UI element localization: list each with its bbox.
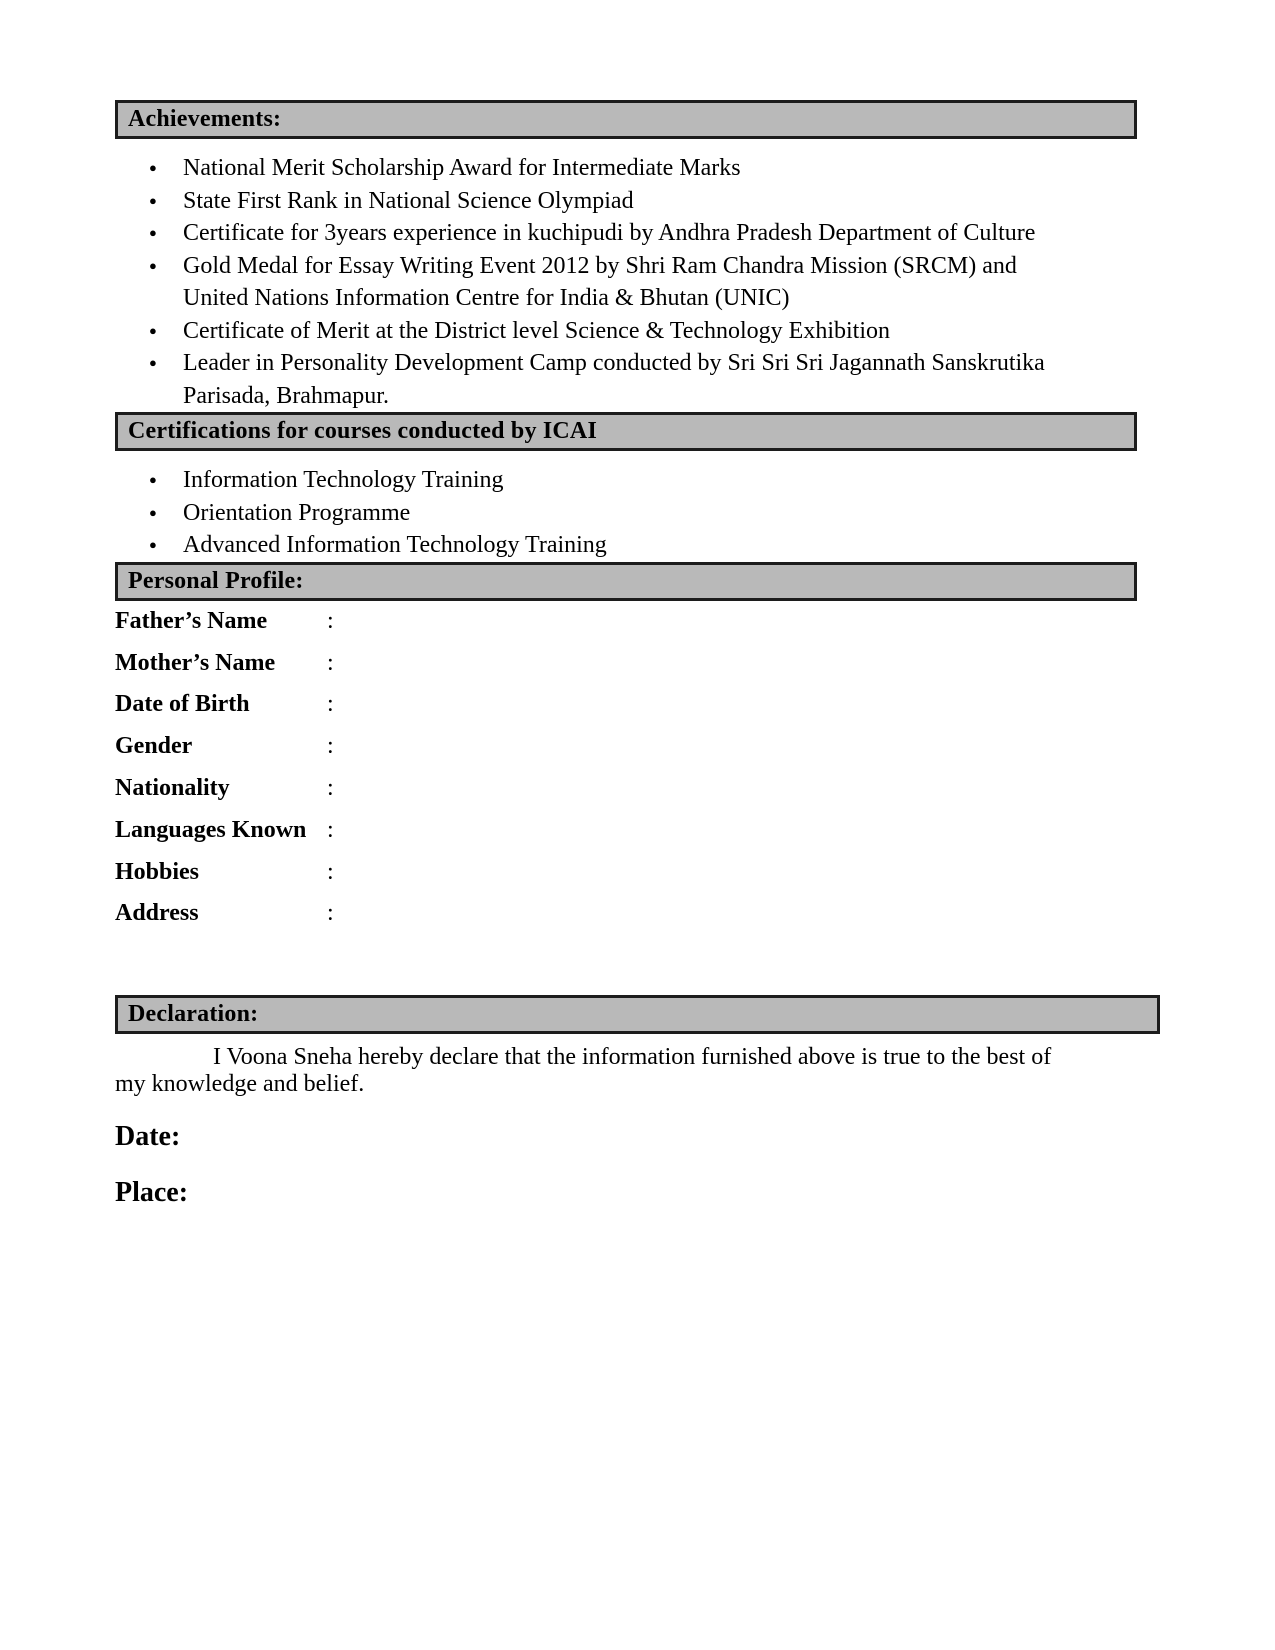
bullet-icon: ● <box>149 322 157 338</box>
achievements-list <box>115 152 1160 412</box>
bullet-icon: ● <box>149 257 157 273</box>
list-item-line: Orientation Programme <box>183 499 411 526</box>
profile-label: Date of Birth <box>115 691 250 718</box>
bullet-icon: ● <box>149 355 157 370</box>
list-item <box>115 529 1160 562</box>
declaration-section-header <box>115 995 1160 1034</box>
bullet-icon: ● <box>149 160 157 175</box>
profile-label: Father’s Name <box>115 607 268 634</box>
bullet-icon: ● <box>149 472 157 487</box>
profile-row <box>115 726 1275 768</box>
personal-profile-rows <box>115 601 1275 935</box>
list-item <box>115 315 1160 348</box>
personal-profile-section-header <box>115 562 1137 601</box>
profile-label: Nationality <box>115 775 230 802</box>
profile-colon: : <box>327 775 334 802</box>
achievements-title: Achievements: <box>128 106 282 132</box>
list-item <box>115 152 1160 185</box>
profile-row <box>115 851 1275 893</box>
profile-colon: : <box>327 816 334 843</box>
declaration-paragraph <box>115 1044 1160 1099</box>
list-item <box>115 464 1160 497</box>
bullet-icon: ● <box>149 504 157 520</box>
certifications-list <box>115 464 1160 562</box>
paragraph-line: I Voona Sneha hereby declare that the information furnished above is true to the best of <box>213 1043 1052 1070</box>
profile-label: Gender <box>115 733 193 760</box>
bullet-icon: ● <box>149 225 157 240</box>
list-item-line: Information Technology Training <box>183 467 504 493</box>
bullet-icon: ● <box>149 192 157 208</box>
profile-colon: : <box>327 691 334 718</box>
profile-label: Languages Known <box>115 816 307 843</box>
list-item <box>115 185 1160 218</box>
profile-colon: : <box>327 733 334 760</box>
profile-row <box>115 642 1275 684</box>
profile-colon: : <box>327 649 334 676</box>
profile-row <box>115 809 1275 851</box>
list-item-line: Advanced Information Technology Training <box>183 532 607 558</box>
bullet-icon: ● <box>149 537 157 552</box>
list-item-line: Gold Medal for Essay Writing Event 2012 by Shri Ram Chandra Mission (SRCM) and <box>183 252 1017 279</box>
list-item-line: United Nations Information Centre for India & Bhutan (UNIC) <box>183 285 790 311</box>
list-item <box>115 217 1160 250</box>
profile-row <box>115 601 1275 643</box>
profile-row <box>115 768 1275 810</box>
list-item <box>115 250 1160 315</box>
declaration-title: Declaration: <box>128 1000 259 1027</box>
profile-row <box>115 893 1275 935</box>
profile-label: Mother’s Name <box>115 649 276 676</box>
list-item <box>115 497 1160 530</box>
list-item-line: Certificate for 3years experience in kuchipudi by Andhra Pradesh Department of Culture <box>183 220 1036 246</box>
list-item-line: State First Rank in National Science Olympiad <box>183 187 634 214</box>
profile-row <box>115 684 1275 726</box>
personal-profile-title: Personal Profile: <box>128 567 304 594</box>
certifications-section-header <box>115 412 1137 451</box>
list-item-line: Parisada, Brahmapur. <box>183 382 389 409</box>
profile-colon: : <box>327 858 334 885</box>
list-item <box>115 347 1160 412</box>
date-label: Date: <box>115 1120 181 1152</box>
list-item-line: Certificate of Merit at the District level Science & Technology Exhibition <box>183 317 891 344</box>
profile-colon: : <box>327 607 334 634</box>
profile-label: Address <box>115 900 199 927</box>
list-item-line: Leader in Personality Development Camp conducted by Sri Sri Sri Jagannath Sanskrutika <box>183 350 1045 376</box>
profile-colon: : <box>327 900 334 927</box>
paragraph-line: my knowledge and belief. <box>115 1071 365 1098</box>
place-label: Place: <box>115 1176 189 1208</box>
profile-label: Hobbies <box>115 858 200 885</box>
certifications-title: Certifications for courses conducted by ICAI <box>128 418 597 444</box>
list-item-line: National Merit Scholarship Award for Intermediate Marks <box>183 155 741 181</box>
achievements-section-header <box>115 100 1137 139</box>
